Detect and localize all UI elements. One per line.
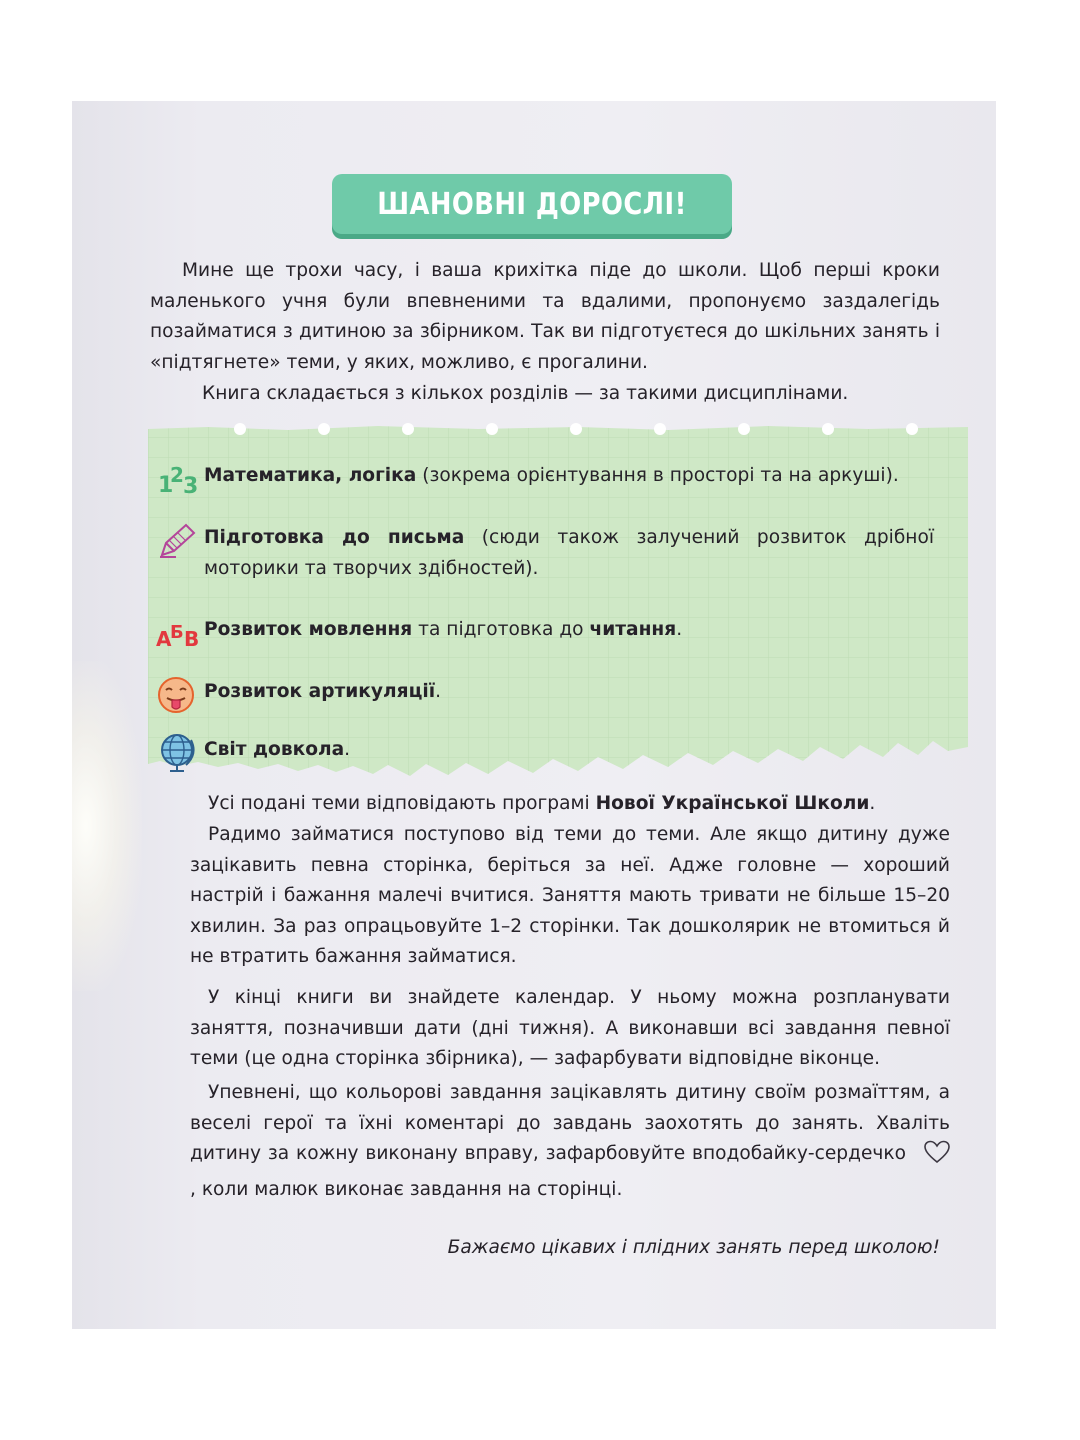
topic-math-desc: (зокрема орієнтування в просторі та на аркуші). xyxy=(416,465,899,486)
svg-text:В: В xyxy=(184,627,200,650)
body-paragraph-2: Радимо займатися поступово від теми до теми. Але якщо дитину дуже зацікавить певна сторінка, беріться за неї. Адже головне — хороший настрій і бажання малечі вчитися. Заняття мають тривати не більше 15–20 хвилин. За раз опрацьовуйте 1–2 сторінки. Так дошколярик не втомиться й не втратить бажання займатися. xyxy=(190,824,950,967)
topic-writing xyxy=(156,523,934,584)
topic-speech-mid: та підготовка до xyxy=(412,619,590,640)
body-p4-start: Упевнені, що кольорові завдання зацікавлять дитину своїм розмаїттям, а веселі герої та їхні коментарі до завдань заохотять до занять. Хваліть дитину за кожну виконану вправу, зафарбовуйте вподобайку-сердечко xyxy=(190,1082,950,1164)
intro-paragraph-1: Мине ще трохи часу, і ваша крихітка піде до школи. Щоб перші кроки маленького учня були впевненими та вдалими, пропонуємо заздалегідь позайматися з дитиною за збірником. Так ви підготуєтеся до шкільних занять і «підтягнете» теми, у яких, можливо, є прогалини. xyxy=(150,260,940,373)
svg-text:3: 3 xyxy=(183,474,199,496)
svg-text:1: 1 xyxy=(158,473,174,496)
title-banner xyxy=(332,174,732,234)
globe-icon xyxy=(156,735,204,771)
nus-program: Нової Української Школи xyxy=(595,793,870,814)
topic-math xyxy=(156,461,934,497)
body-p4-end: , коли малюк виконає завдання на сторінці. xyxy=(190,1178,623,1200)
page-title: ШАНОВНІ ДОРОСЛІ! xyxy=(377,186,687,222)
topic-writing-desc: (сюди також залучений розвиток дрібної моторики та творчих здібностей). xyxy=(204,527,934,579)
topics-box xyxy=(148,417,968,779)
topic-speech xyxy=(156,615,934,651)
topic-speech-end: . xyxy=(676,619,683,640)
body-paragraph-3: У кінці книги ви знайдете календар. У ньому можна розпланувати заняття, позначивши дати (дні тижня). А виконавши всі завдання певної теми (це одна сторінка збірника), — зафарбувати відповідне віконце. xyxy=(190,987,950,1069)
topic-world-end: . xyxy=(344,739,351,760)
svg-text:Б: Б xyxy=(170,622,184,643)
light-glare xyxy=(72,661,142,991)
topic-speech-title: Розвиток мовлення xyxy=(204,619,413,640)
closing-wish: Бажаємо цікавих і плідних занять перед школою! xyxy=(447,1237,940,1258)
topic-articulation-end: . xyxy=(435,681,442,702)
topic-speech-reading: читання xyxy=(589,619,677,640)
topic-writing-title: Підготовка до письма xyxy=(204,527,465,548)
heart-icon xyxy=(906,1140,950,1175)
abv-letters-icon xyxy=(156,615,204,651)
topic-articulation xyxy=(156,677,934,713)
topic-world-title: Світ довкола xyxy=(204,739,345,760)
book-page xyxy=(72,101,996,1329)
pencil-icon xyxy=(156,523,204,559)
intro-paragraph-2: Книга складається з кількох розділів — за такими дисциплінами. xyxy=(202,383,849,404)
body-paragraph-4 xyxy=(190,1078,950,1205)
topic-world xyxy=(156,735,934,771)
svg-text:2: 2 xyxy=(170,463,184,487)
topic-math-title: Математика, логіка xyxy=(204,465,417,486)
body-paragraph-1 xyxy=(190,789,950,820)
svg-text:А: А xyxy=(156,627,172,650)
body-p1-end: . xyxy=(869,793,876,814)
body-p1-start: Усі подані теми відповідають програмі xyxy=(208,793,596,814)
tongue-face-icon xyxy=(156,677,204,713)
numbers-123-icon xyxy=(156,461,204,497)
topic-articulation-title: Розвиток артикуляції xyxy=(204,681,436,702)
